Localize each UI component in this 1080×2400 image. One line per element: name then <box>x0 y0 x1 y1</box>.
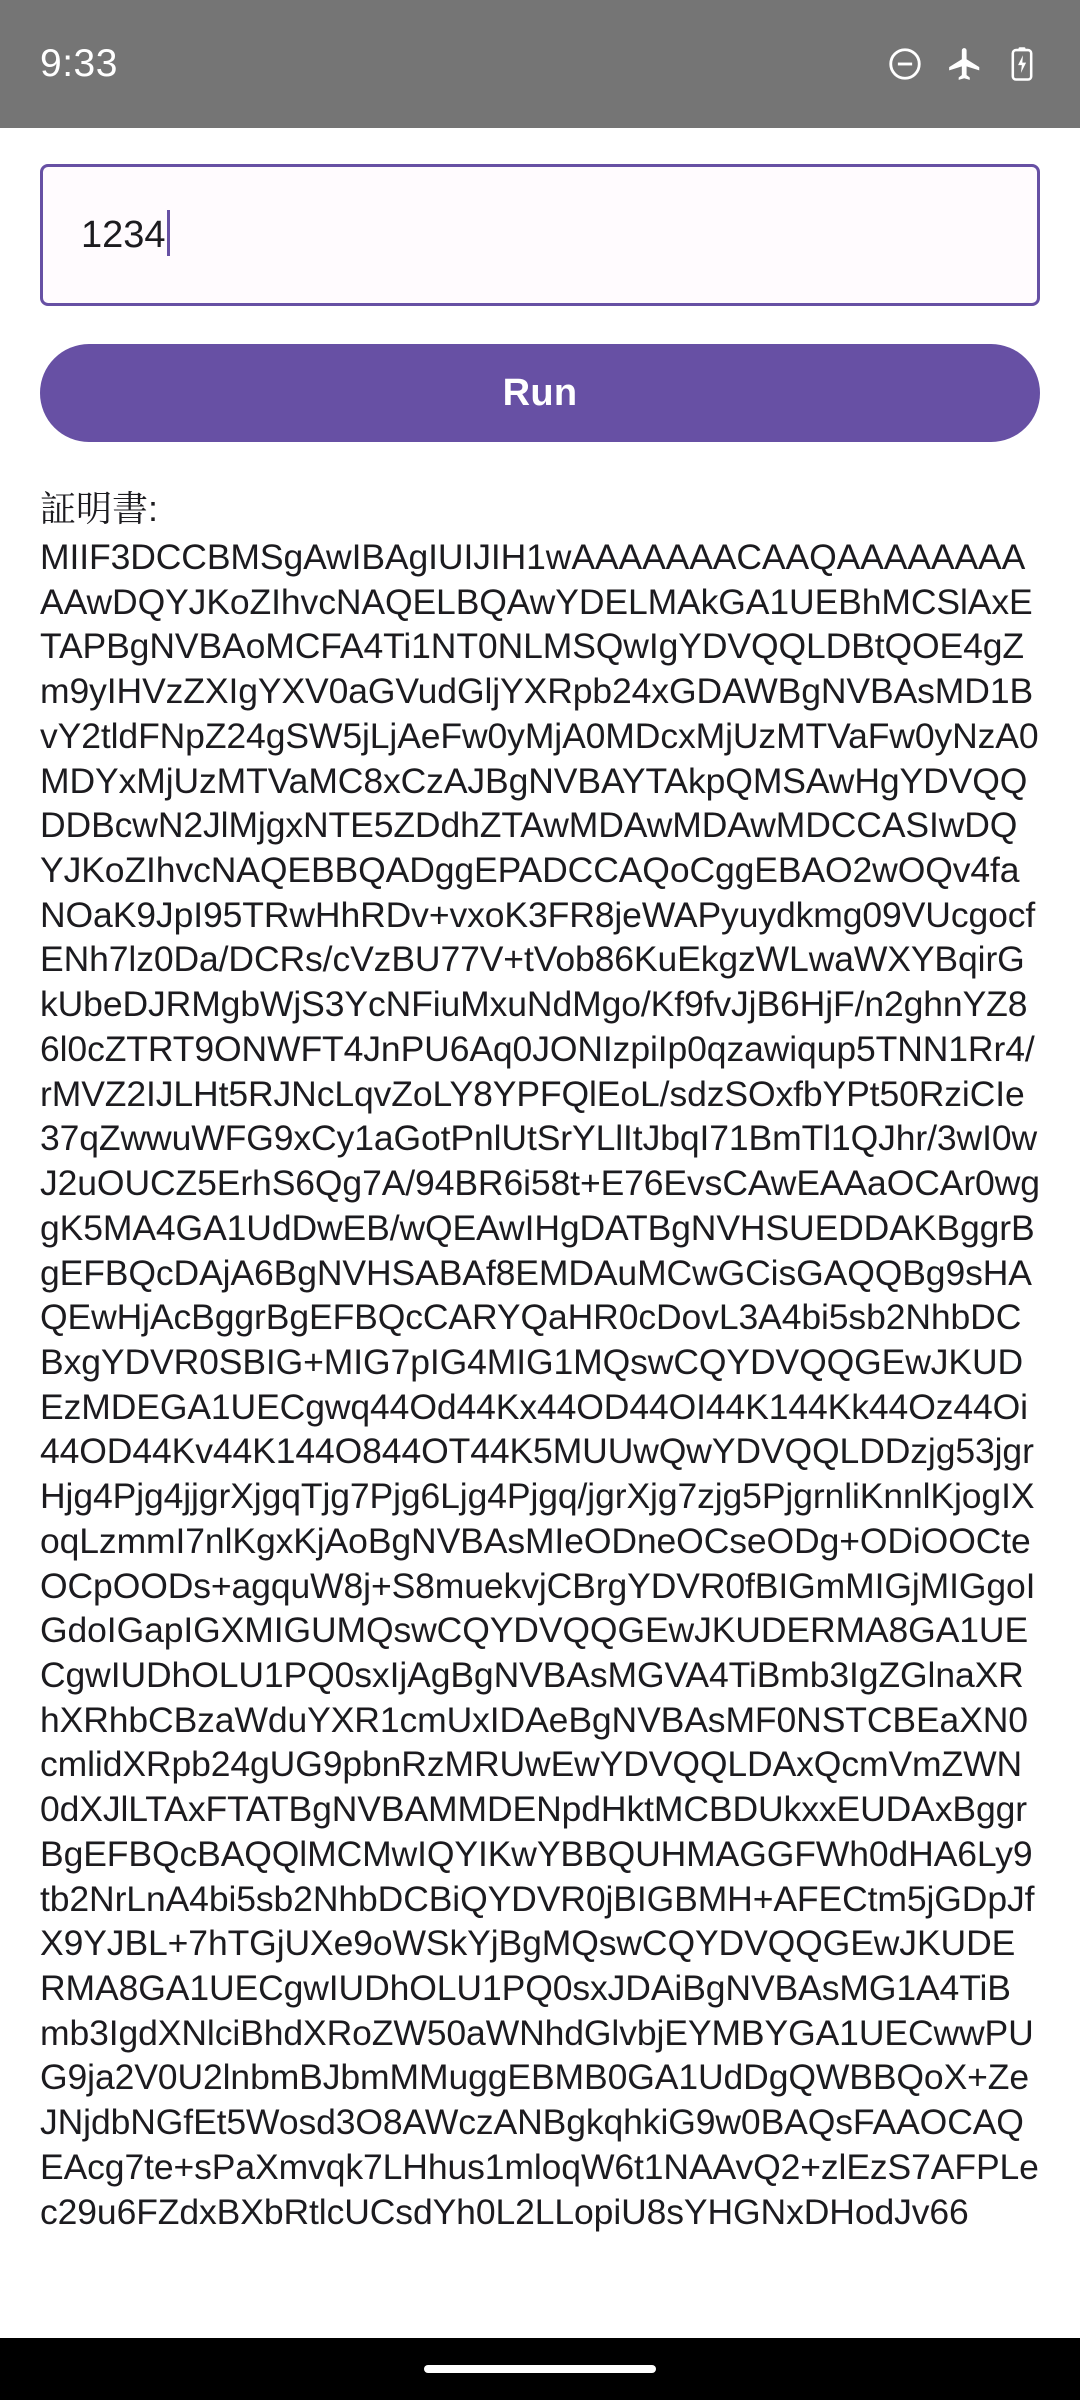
code-input-field[interactable] <box>40 164 1040 306</box>
status-bar <box>0 0 1080 128</box>
status-bar-clock: 9:33 <box>40 42 118 85</box>
battery-charging-icon <box>1006 45 1038 83</box>
system-navigation-bar <box>0 2338 1080 2400</box>
home-indicator[interactable] <box>424 2365 656 2373</box>
airplane-mode-icon <box>946 45 984 83</box>
certificate-label: 証明書: <box>40 488 159 529</box>
status-bar-icons <box>886 45 1038 83</box>
main-content <box>0 128 1080 2338</box>
text-caret <box>167 210 170 256</box>
code-input-value: 1234 <box>81 214 166 256</box>
do-not-disturb-icon <box>886 45 924 83</box>
certificate-text: MIIF3DCCBMSgAwIBAgIUIJIH1wAAAAAAACAAQAAAAAAAAAAwDQYJKoZIhvcNAQELBQAwYDELMAkGA1UEBhMCSlAxETAPBgNVBAoMCFA4Ti1NT0NLMSQwIgYDVQQLDBtQOE4gZm9yIHVzZXIgYXV0aGVudGljYXRpb24xGDAWBgNVBAsMD1BvY2tldFNpZ24gSW5jLjAeFw0yMjA0MDcxMjUzMTVaFw0yNzA0MDYxMjUzMTVaMC8xCzAJBgNVBAYTAkpQMSAwHgYDVQQDDBcwN2JlMjgxNTE5ZDdhZTAwMDAwMDAwMDCCASIwDQYJKoZIhvcNAQEBBQADggEPADCCAQoCggEBAO2wOQv4faNOaK9JpI95TRwHhRDv+vxoK3FR8jeWAPyuydkmg09VUcgocfENh7lz0Da/DCRs/cVzBU77V+tVob86KuEkgzWLwaWXYBqirGkUbeDJRMgbWjS3YcNFiuMxuNdMgo/Kf9fvJjB6HjF/n2ghnYZ86l0cZTRT9ONWFT4JnPU6Aq0JONIzpiIp0qzawiqup5TNN1Rr4/rMVZ2IJLHt5RJNcLqvZoLY8YPFQlEoL/sdzSOxfbYPt50RziCIe37qZwwuWFG9xCy1aGotPnlUtSrYLlItJbqI71BmTl1QJhr/3wI0wJ2uOUCZ5ErhS6Qg7A/94BR6i58t+E76EvsCAwEAAaOCAr0wggK5MA4GA1UdDwEB/wQEAwIHgDATBgNVHSUEDDAKBggrBgEFBQcDAjA6BgNVHSABAf8EMDAuMCwGCisGAQQBg9sHAQEwHjAcBggrBgEFBQcCARYQaHR0cDovL3A4bi5sb2NhbDCBxgYDVR0SBIG+MIG7pIG4MIG1MQswCQYDVQQGEwJKUDEzMDEGA1UECgwq44Od44Kx44OD44OI44K144Kk44Oz44Oi44OD44Kv44K144O844OT44K5MUUwQwYDVQQLDDzjg53jgrHjg4Pjg4jjgrXjgqTjg7Pjg6Ljg4Pjgq/jgrXjg7zjg5PjgrnliKnnlKjogIXoqLzmmI7nlKgxKjAoBgNVBAsMIeODneOCseODg+ODiOOCteOCpOODs+agquW8j+S8muekvjCBrgYDVR0fBIGmMIGjMIGgoIGdoIGapIGXMIGUMQswCQYDVQQGEwJKUDERMA8GA1UECgwIUDhOLU1PQ0sxIjAgBgNVBAsMGVA4TiBmb3IgZGlnaXRhXRhbCBzaWduYXR1cmUxIDAeBgNVBAsMF0NSTCBEaXN0cmlidXRpb24gUG9pbnRzMRUwEwYDVQQLDAxQcmVmZWN0dXJlLTAxFTATBgNVBAMMDENpdHktMCBDUkxxEUDAxBggrBgEFBQcBAQQlMCMwIQYIKwYBBQUHMAGGFWh0dHA6Ly9tb2NrLnA4bi5sb2NhbDCBiQYDVR0jBIGBMH+AFECtm5jGDpJfX9YJBL+7hTGjUXe9oWSkYjBgMQswCQYDVQQGEwJKUDERMA8GA1UECgwIUDhOLU1PQ0sxJDAiBgNVBAsMG1A4TiBmb3IgdXNlciBhdXRoZW50aWNhdGlvbjEYMBYGA1UECwwPUG9ja2V0U2lnbmBJbmMMuggEBMB0GA1UdDgQWBBQoX+ZeJNjdbNGfEt5Wosd3O8AWczANBgkqhkiG9w0BAQsFAAOCAQEAcg7te+sPaXmvqk7LHhus1mloqW6t1NAAvQ2+zlEzS7AFPLec29u6FZdxBXbRtlcUCsdYh0L2LLopiU8sYHGNxDHodJv66 <box>40 537 1040 2232</box>
run-button[interactable]: Run <box>40 344 1040 442</box>
